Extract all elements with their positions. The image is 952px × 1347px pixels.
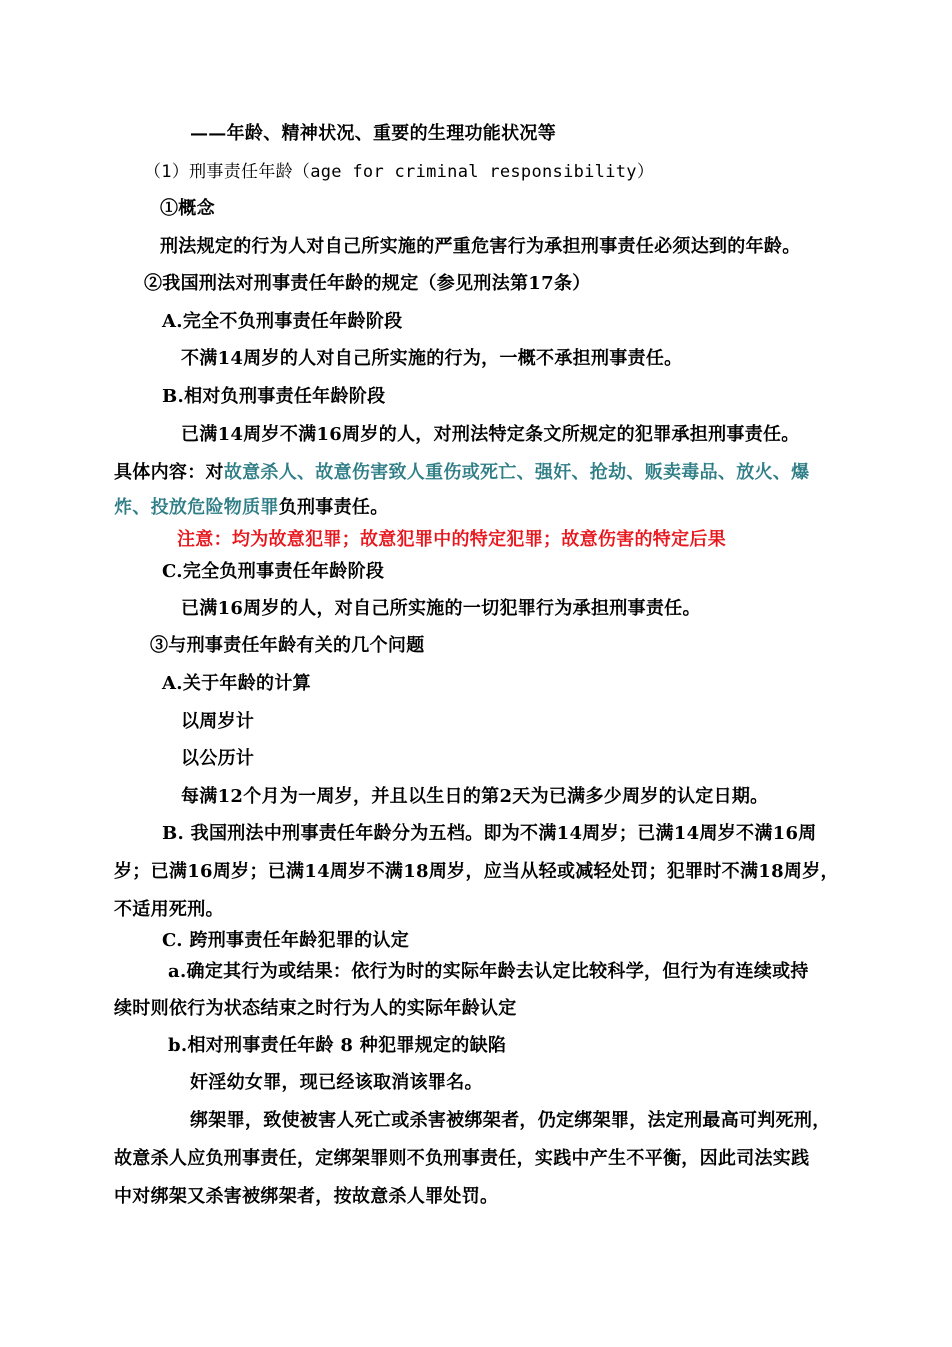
line-specific-content (114, 462, 809, 484)
line-age-calc: A.关于年龄的计算 (162, 673, 311, 694)
line-stage-b: B.相对负刑事责任年龄阶段 (162, 386, 386, 407)
line-stage-b-text: 已满14周岁不满16周岁的人，对刑法特定条文所规定的犯罪承担刑事责任。 (181, 424, 800, 445)
line-specific-content-cont (114, 497, 389, 519)
line-stage-a-text: 不满14周岁的人对自己所实施的行为，一概不承担刑事责任。 (181, 348, 683, 369)
line-statutory-rape: 奸淫幼女罪，现已经该取消该罪名。 (190, 1072, 483, 1093)
line-heading-criminal-age: （1）刑事责任年龄（age for criminal responsibility） (144, 162, 655, 182)
line-item-a-cont: 续时则依行为状态结束之时行为人的实际年龄认定 (114, 998, 517, 1019)
line-kidnapping-cont1: 故意杀人应负刑事责任，定绑架罪则不负刑事责任，实践中产生不平衡，因此司法实践 (114, 1148, 810, 1169)
crime-list-part1: 故意杀人、故意伤害致人重伤或死亡、强奸、抢劫、贩卖毒品、放火、爆 (223, 462, 810, 483)
line-stage-a: A.完全不负刑事责任年龄阶段 (162, 311, 403, 332)
line-by-calendar: 以公历计 (181, 748, 255, 769)
line-five-grades-cont: 岁；已满16周岁；已满14周岁不满18周岁，应当从轻或减轻处罚；犯罪时不满18周岁， (114, 861, 839, 882)
specific-content-end: 负刑事责任。 (278, 497, 389, 518)
line-month-rule: 每满12个月为一周岁，并且以生日的第2天为已满多少周岁的认定日期。 (181, 786, 769, 807)
line-item-b: b.相对刑事责任年龄 8 种犯罪规定的缺陷 (168, 1035, 507, 1056)
line-no-death-penalty: 不适用死刑。 (114, 899, 224, 920)
line-cross-age: C. 跨刑事责任年龄犯罪的认定 (162, 930, 410, 951)
line-note: 注意：均为故意犯罪；故意犯罪中的特定犯罪；故意伤害的特定后果 (177, 529, 726, 550)
line-issues-heading: ③与刑事责任年龄有关的几个问题 (150, 635, 425, 656)
line-stage-c-text: 已满16周岁的人，对自己所实施的一切犯罪行为承担刑事责任。 (181, 598, 701, 619)
specific-content-label: 具体内容：对 (114, 462, 224, 483)
line-stage-c: C.完全负刑事责任年龄阶段 (162, 561, 385, 582)
line-kidnapping: 绑架罪，致使被害人死亡或杀害被绑架者，仍定绑架罪，法定刑最高可判死刑， (190, 1110, 831, 1131)
line-by-full-year: 以周岁计 (181, 711, 255, 732)
line-regulation-heading: ②我国刑法对刑事责任年龄的规定（参见刑法第17条） (144, 273, 591, 294)
line-concept-text: 刑法规定的行为人对自己所实施的严重危害行为承担刑事责任必须达到的年龄。 (160, 236, 801, 257)
line-item-a: a.确定其行为或结果：依行为时的实际年龄去认定比较科学，但行为有连续或持 (168, 961, 809, 982)
crime-list-part2: 炸、投放危险物质罪 (114, 497, 279, 518)
line-five-grades: B. 我国刑法中刑事责任年龄分为五档。即为不满14周岁；已满14周岁不满16周 (162, 823, 817, 844)
line-subtitle: ——年龄、精神状况、重要的生理功能状况等 (190, 123, 556, 144)
line-concept-heading: ①概念 (160, 198, 215, 219)
line-kidnapping-cont2: 中对绑架又杀害被绑架者，按故意杀人罪处罚。 (114, 1186, 499, 1207)
